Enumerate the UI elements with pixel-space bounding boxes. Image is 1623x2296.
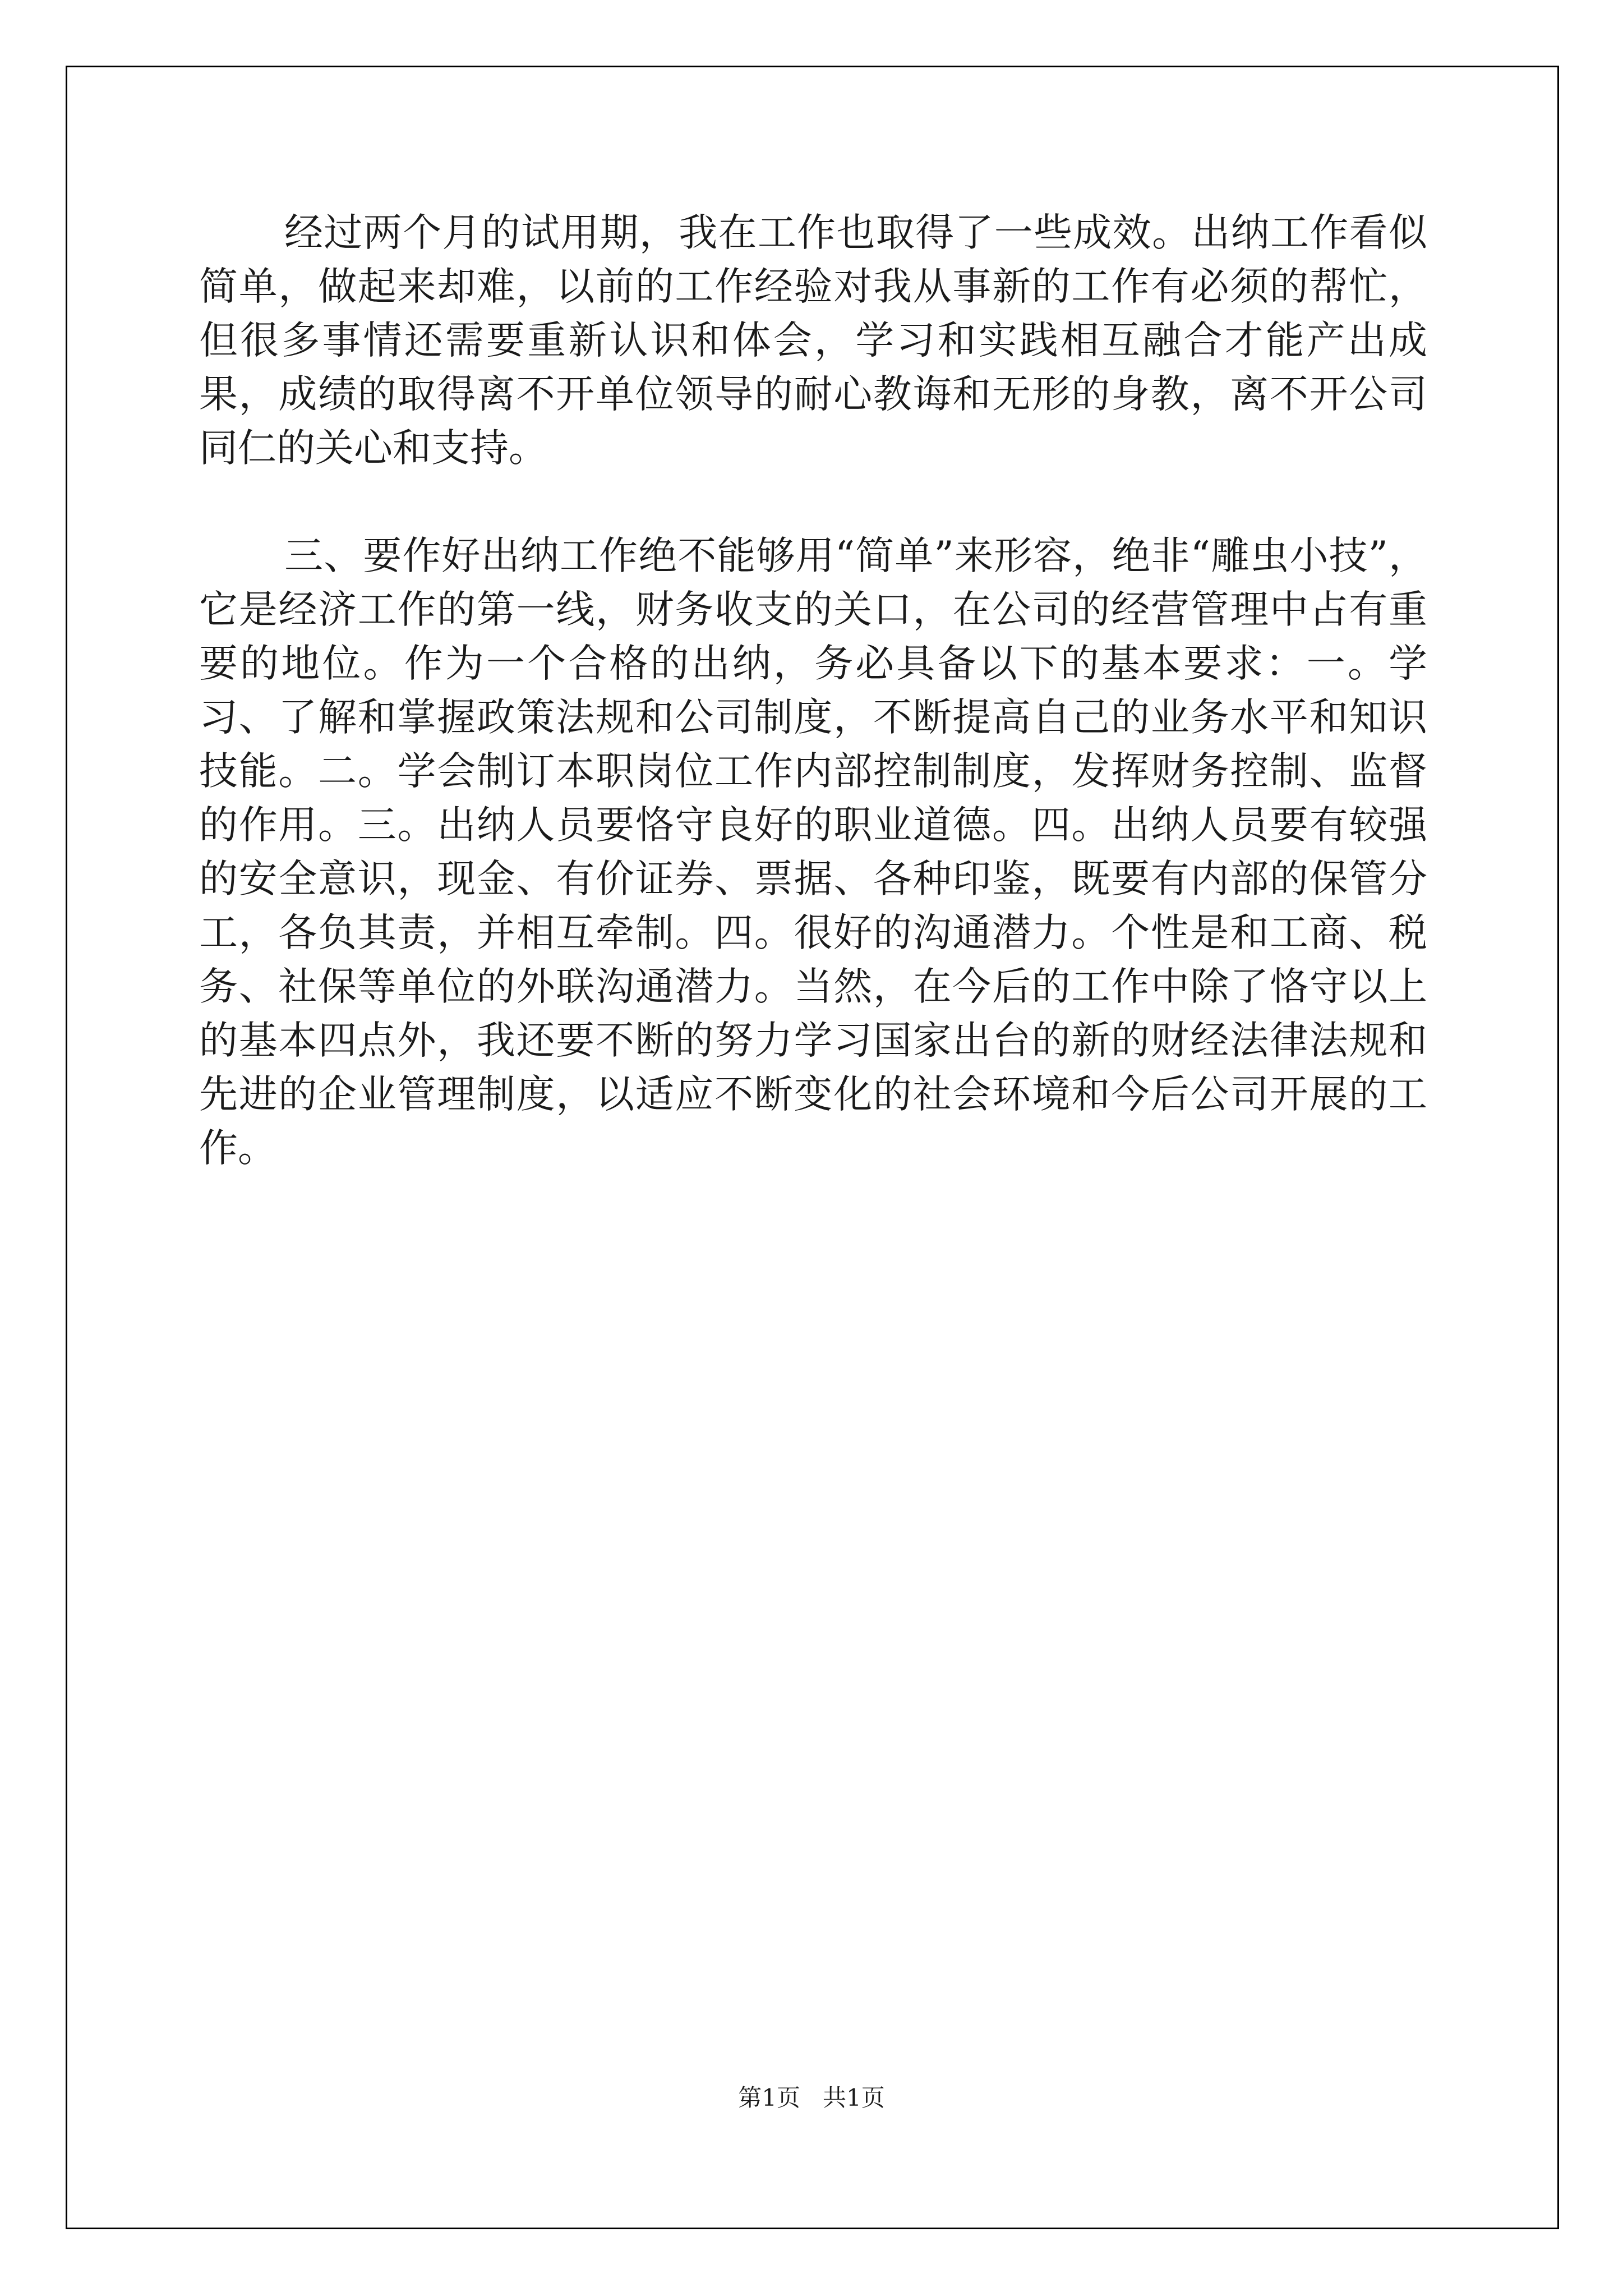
paragraph-1: 经过两个月的试用期，我在工作也取得了一些成效。出纳工作看似简单，做起来却难，以前的工作经验对我从事新的工作有必须的帮忙，但很多事情还需要重新认识和体会，学习和实践相互融合才能产出成果，成绩的取得离不开单位领导的耐心教诲和无形的身教，离不开公司同仁的关心和支持。 bbox=[199, 210, 1427, 471]
paragraph-2: 三、要作好出纳工作绝不能够用“简单”来形容，绝非“雕虫小技”，它是经济工作的第一线，财务收支的关口，在公司的经营管理中占有重要的地位。作为一个合格的出纳，务必具备以下的基本要求：一。学习、了解和掌握政策法规和公司制度，不断提高自己的业务水平和知识技能。二。学会制订本职岗位工作内部控制制度，发挥财务控制、监督的作用。三。出纳人员要恪守良好的职业道德。四。出纳人员要有较强的安全意识，现金、有价证券、票据、各种印鉴，既要有内部的保管分工，各负其责，并相互牵制。四。很好的沟通潜力。个性是和工商、税务、社保等单位的外联沟通潜力。当然，在今后的工作中除了恪守以上的基本四点外，我还要不断的努力学习国家出台的新的财经法律法规和先进的企业管理制度，以适应不断变化的社会环境和今后公司开展的工作。 bbox=[199, 533, 1427, 1171]
document-body bbox=[199, 206, 1427, 1175]
page-footer: 第1页 共1页 bbox=[738, 2084, 885, 2111]
paragraph-spacer bbox=[199, 475, 1427, 529]
